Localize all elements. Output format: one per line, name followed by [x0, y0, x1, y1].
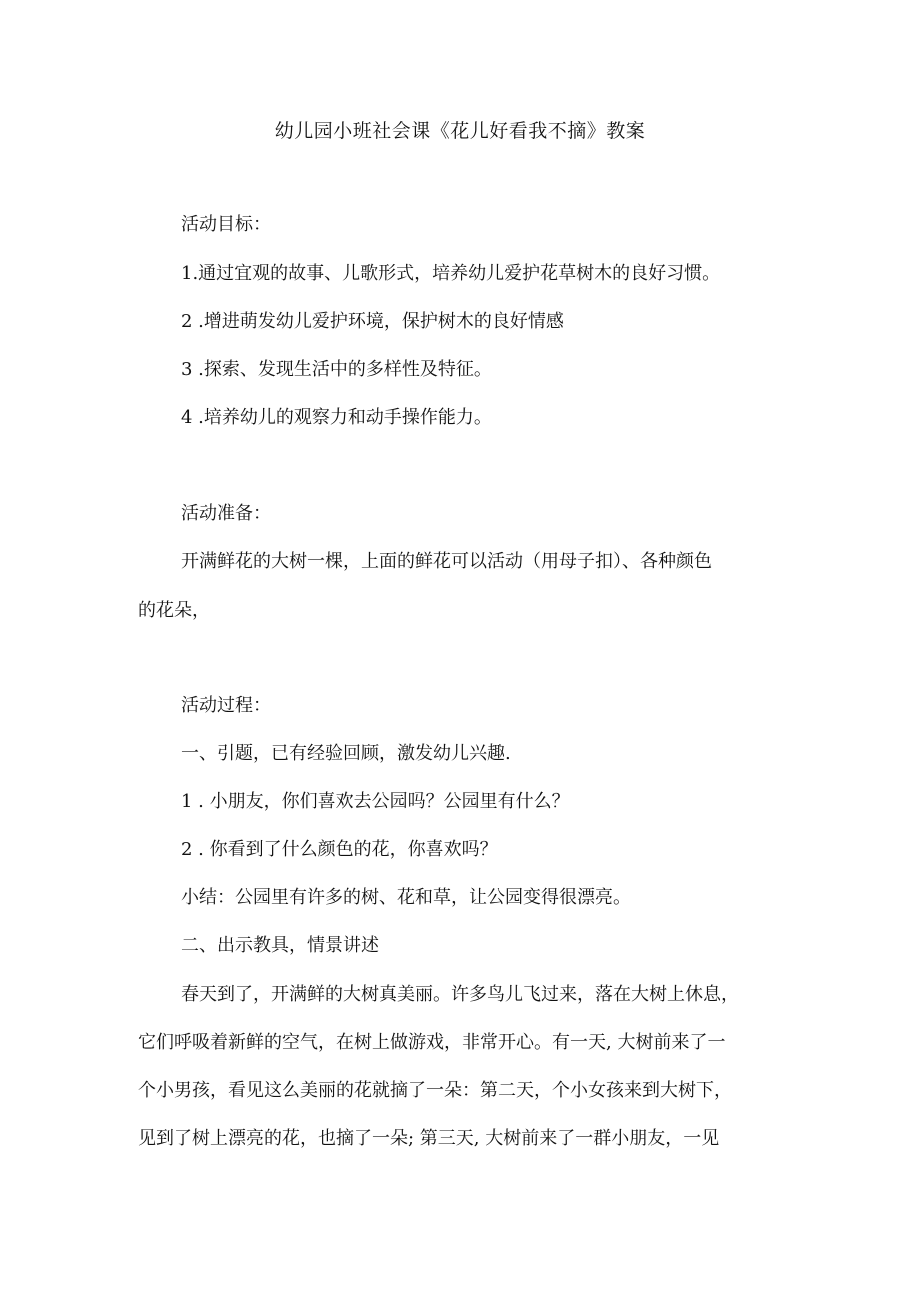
goal-item-2: 2 .增进萌发幼儿爱护环境，保护树木的良好情感 — [181, 311, 564, 332]
story-line-4: 见到了树上漂亮的花，也摘了一朵; 第三天, 大树前来了一群小朋友，一见 — [138, 1128, 720, 1149]
process-summary: 小结：公园里有许多的树、花和草，让公园变得很漂亮。 — [181, 887, 631, 908]
section-heading-goals: 活动目标： — [181, 214, 271, 235]
story-line-3: 个小男孩，看见这么美丽的花就摘了一朵：第二天，个小女孩来到大树下， — [138, 1080, 732, 1101]
process-part-1: 一、引题，已有经验回顾，激发幼儿兴趣. — [181, 743, 511, 764]
story-line-2: 它们呼吸着新鲜的空气，在树上做游戏，非常开心。有一天, 大树前来了一 — [138, 1032, 726, 1053]
goal-item-4: 4 .培养幼儿的观察力和动手操作能力。 — [181, 407, 492, 428]
story-line-1: 春天到了，开满鲜的大树真美丽。许多鸟儿飞过来，落在大树上休息， — [181, 984, 739, 1005]
section-heading-preparation: 活动准备： — [181, 503, 271, 524]
process-part-2: 二、出示教具，情景讲述 — [181, 935, 379, 956]
section-heading-process: 活动过程： — [181, 695, 271, 716]
process-question-2: 2 . 你看到了什么颜色的花，你喜欢吗？ — [181, 839, 498, 860]
document-title: 幼儿园小班社会课《花儿好看我不摘》教案 — [274, 120, 646, 142]
goal-item-1: 1.通过宜观的故事、儿歌形式，培养幼儿爱护花草树木的良好习惯。 — [181, 263, 721, 284]
preparation-text-line-2: 的花朵， — [138, 600, 210, 621]
preparation-text-line-1: 开满鲜花的大树一棵，上面的鲜花可以活动（用母子扣）、各种颜色 — [181, 551, 712, 572]
goal-item-3: 3 .探索、发现生活中的多样性及特征。 — [181, 359, 492, 380]
process-question-1: 1 . 小朋友，你们喜欢去公园吗？公园里有什么？ — [181, 791, 570, 812]
